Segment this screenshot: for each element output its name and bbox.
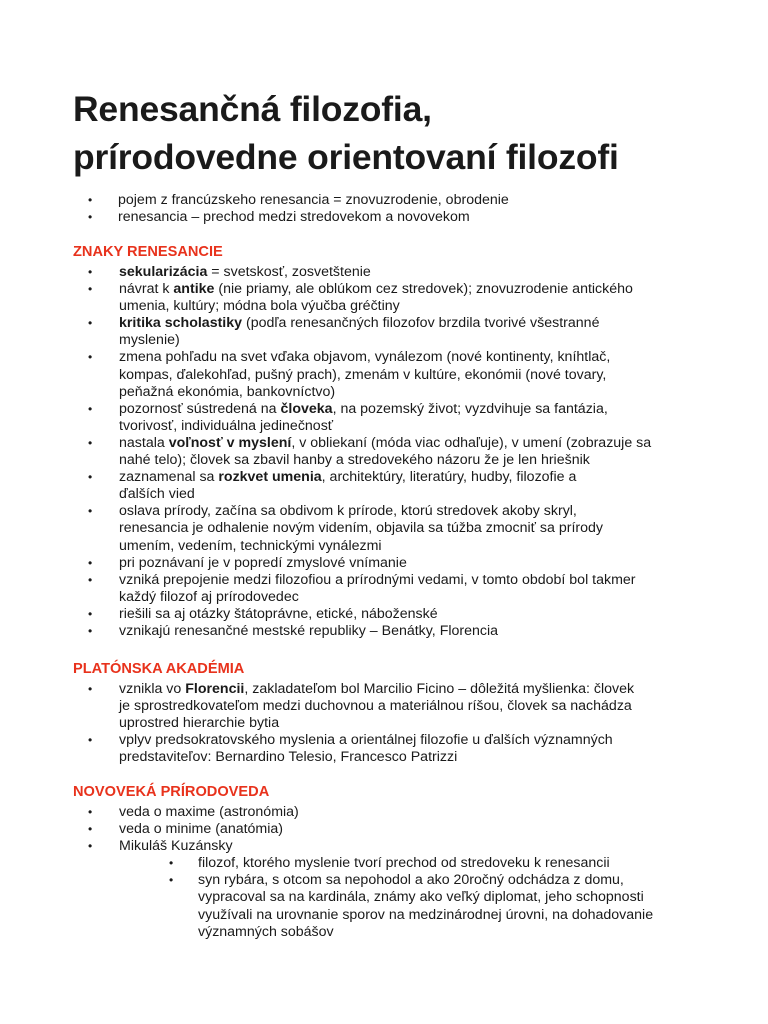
text-run: návrat k (119, 281, 174, 298)
list-item (88, 401, 713, 435)
list-item (88, 281, 713, 315)
list-item-text (118, 192, 509, 209)
text-line (198, 907, 713, 924)
text-line (119, 572, 713, 589)
text-line (119, 349, 713, 366)
text-line (198, 889, 713, 906)
text-line (119, 503, 713, 520)
text-line (119, 315, 713, 332)
text-run: predstaviteľov: Bernardino Telesio, Francesco Patrizzi (119, 749, 458, 766)
text-run: pri poznávaní je v popredí zmyslové vnímanie (119, 554, 407, 571)
section-novoveka-prirodoveda (73, 784, 713, 941)
text-line (119, 606, 713, 623)
text-run: vznikajú renesančné mestské republiky – Benátky, Florencia (119, 622, 499, 639)
list-item-text (198, 872, 713, 940)
section-heading: ZNAKY RENESANCIE (73, 244, 223, 260)
bullet-list (88, 264, 713, 640)
text-line (119, 749, 713, 766)
text-run: peňažná ekonómia, bankovníctvo) (119, 383, 336, 400)
list-item-text (119, 281, 713, 315)
list-item-text (119, 804, 713, 821)
list-item-text (119, 315, 713, 349)
text-run: umenia, kultúry; módna bola výučba gréčtiny (119, 298, 400, 315)
text-run: veda o minime (anatómia) (119, 821, 284, 838)
text-line (119, 520, 713, 537)
text-line (119, 435, 713, 452)
text-line (198, 855, 713, 872)
bold-text: rozkvet umenia (218, 469, 322, 486)
text-run: Mikuláš Kuzánsky (119, 838, 233, 855)
text-line (198, 872, 713, 889)
bold-text: kritika scholastiky (119, 315, 243, 332)
text-run: využívali na urovnanie sporov na medzinárodnej úrovni, na dohadovanie (198, 906, 654, 923)
text-run: zmena pohľadu na svet vďaka objavom, vynálezom (nové kontinenty, kníhtlač, (119, 349, 611, 366)
bullet-list (88, 681, 713, 766)
list-item (88, 623, 713, 640)
text-run: umením, vedením, technickými vynálezmi (119, 537, 382, 554)
text-line (119, 332, 713, 349)
list-item-text (198, 855, 713, 872)
list-item (88, 821, 713, 838)
list-item (88, 435, 713, 469)
bold-text: Florencii (185, 681, 245, 697)
text-run: , v obliekaní (móda viac odhaľuje), v umení (zobrazuje sa (291, 434, 652, 451)
text-run: vznikla vo (119, 681, 186, 697)
text-line (119, 418, 713, 435)
text-run: riešili sa aj otázky štátoprávne, etické, náboženské (119, 605, 438, 622)
text-run: filozof, ktorého myslenie tvorí prechod od stredoveku k renesancii (198, 855, 610, 872)
list-item-text (119, 572, 713, 606)
text-line (119, 715, 713, 732)
list-item-text (119, 555, 713, 572)
section-znaky-renesancie (73, 244, 713, 640)
text-line (119, 555, 713, 572)
text-run: nastala (119, 434, 169, 451)
text-run: myslenie) (119, 332, 180, 349)
text-line: • pojem z francúzskeho renesancia = znovuzrodenie, obrodenie (118, 192, 509, 208)
text-run: uprostred hierarchie bytia (119, 715, 280, 732)
list-item-text (119, 623, 713, 640)
list-item-text (119, 732, 713, 766)
text-run: (podľa renesančných filozofov brzdila tvorivé všestranné (242, 315, 600, 332)
text-run: kompas, ďalekohľad, pušný prach), zmenám v kultúre, ekonómii (nové tovary, (119, 366, 607, 383)
list-item (165, 855, 713, 872)
text-run: vzniká prepojenie medzi filozofiou a prírodnými vedami, v tomto období bol takmer (119, 571, 636, 588)
text-run: vplyv predsokratovského myslenia a orientálnej filozofie u ďalších významných (119, 732, 613, 749)
title-line: Renesančná filozofia, (73, 89, 432, 129)
text-line (119, 264, 713, 281)
bold-text: sekularizácia (119, 264, 208, 280)
text-run: pozornosť sústredená na (119, 400, 281, 417)
text-line (119, 298, 713, 315)
list-item-text (119, 469, 713, 503)
list-item-text (119, 606, 713, 623)
text-run: , zakladateľom bol Marcilio Ficino – dôležitá myšlienka: človek (244, 681, 635, 697)
list-item (88, 555, 713, 572)
text-run: každý filozof aj prírodovedec (119, 588, 299, 605)
text-line (119, 469, 713, 486)
list-item (88, 264, 713, 281)
text-line (119, 538, 713, 555)
list-item (88, 681, 713, 732)
list-item (88, 192, 509, 209)
list-item-text (119, 435, 713, 469)
text-run: je sprostredkovateľom medzi duchovnou a materiálnou ríšou, človek sa nachádza (119, 698, 632, 715)
text-run: tvorivosť, individuálna jedinečnosť (119, 417, 334, 434)
list-item (88, 503, 713, 554)
text-run: vypracoval sa na kardinála, známy ako veľký diplomat, jeho schopnosti (198, 889, 644, 906)
text-run: (nie priamy, ale oblúkom cez stredovek); znovuzrodenie antického (214, 281, 633, 298)
text-line (119, 589, 713, 606)
list-item-text (118, 209, 509, 226)
text-line (119, 804, 713, 821)
bold-text: voľnosť v myslení (168, 434, 292, 451)
text-line (119, 838, 713, 855)
text-line (119, 401, 713, 418)
section-heading: NOVOVEKÁ PRÍRODOVEDA (73, 784, 270, 800)
text-line: • renesancia – prechod medzi stredovekom a novovekom (118, 209, 470, 226)
text-run: veda o maxime (astronómia) (119, 804, 299, 820)
list-item (88, 732, 713, 766)
list-item (165, 872, 713, 940)
text-line (119, 821, 713, 838)
list-item-text (119, 821, 713, 838)
bold-text: antike (173, 281, 215, 298)
text-run: , architektúry, literatúry, hudby, filozofie a (321, 469, 577, 486)
text-run: oslava prírody, začína sa obdivom k prírode, ktorú stredovek akoby skryl, (119, 503, 577, 520)
page-title (73, 85, 619, 181)
text-line (119, 384, 713, 401)
list-item (88, 315, 713, 349)
bullet-list (88, 804, 713, 941)
sub-list (165, 855, 713, 940)
bold-text: človeka (280, 400, 333, 417)
text-line (119, 367, 713, 384)
text-line (119, 486, 713, 503)
text-run: , na pozemský život; vyzdvihuje sa fantázia, (332, 400, 608, 417)
list-item-text (119, 681, 713, 732)
list-item (88, 804, 713, 821)
list-item-text (119, 838, 713, 855)
list-item (88, 209, 509, 226)
text-run: nahé telo); človek sa zbavil hanby a stredovekého názoru že je len hriešnik (119, 452, 590, 469)
text-run: ďalších vied (119, 486, 195, 503)
text-run: zaznamenal sa (119, 469, 219, 486)
text-run: renesancia je odhalenie novým videním, objavila sa túžba zmocniť sa prírody (119, 520, 604, 537)
list-item (88, 469, 713, 503)
list-item (88, 606, 713, 623)
list-item-text (119, 503, 713, 554)
title-line: prírodovedne orientovaní filozofi (73, 137, 619, 177)
list-item-text (119, 401, 713, 435)
section-heading: PLATÓNSKA AKADÉMIA (73, 661, 245, 677)
text-run: významných sobášov (198, 923, 334, 940)
text-line (119, 623, 713, 640)
list-item-text (119, 349, 713, 400)
text-line (198, 924, 713, 941)
text-line (119, 698, 713, 715)
list-item-text (119, 264, 713, 281)
section-platonska-akademia (73, 661, 713, 766)
text-run: = svetskosť, zosvetštenie (207, 264, 371, 280)
intro-list (88, 192, 509, 226)
text-run: syn rybára, s otcom sa nepohodol a ako 20ročný odchádza z domu, (198, 872, 624, 889)
list-item (88, 572, 713, 606)
text-line (119, 281, 713, 298)
list-item (88, 349, 713, 400)
list-item (88, 838, 713, 941)
text-line (119, 681, 713, 698)
text-line (119, 732, 713, 749)
text-line (119, 452, 713, 469)
